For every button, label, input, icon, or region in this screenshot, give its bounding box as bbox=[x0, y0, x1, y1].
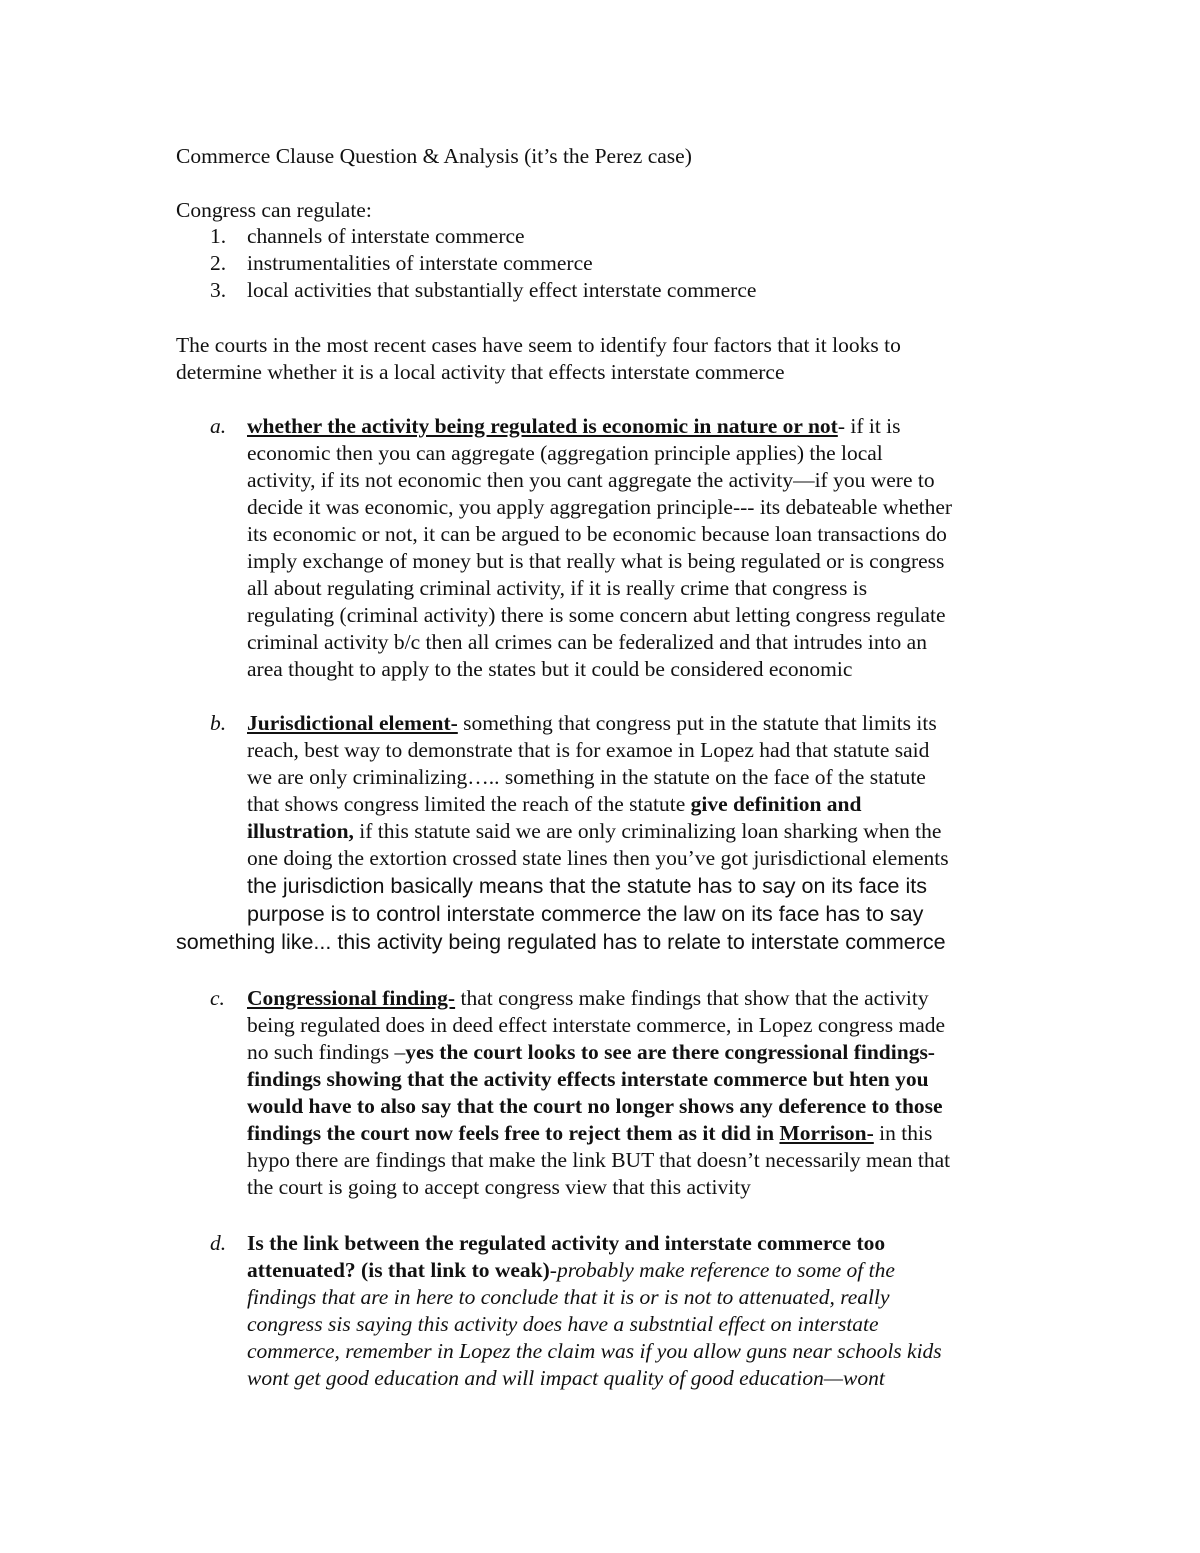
case-reference-morrison: Morrison- bbox=[779, 1121, 874, 1145]
list-item: instrumentalities of interstate commerce bbox=[247, 251, 593, 275]
factor-b-first-line bbox=[247, 710, 937, 737]
factor-a-heading: whether the activity being regulated is economic in nature or not bbox=[247, 414, 838, 438]
factor-a-text: - if it is bbox=[837, 414, 901, 438]
factors-intro-line: The courts in the most recent cases have seem to identify four factors that it looks to bbox=[176, 333, 901, 357]
intro-text: Congress can regulate: bbox=[176, 198, 372, 222]
factor-c-emphasis: findings the court now feels free to reject them as it did in bbox=[247, 1121, 780, 1145]
factor-a-line: imply exchange of money but is that really what is being regulated or is congress bbox=[247, 549, 945, 573]
list-item: local activities that substantially effect interstate commerce bbox=[247, 278, 757, 302]
factor-c-line: would have to also say that the court no longer shows any deference to those bbox=[247, 1094, 943, 1118]
factor-a-line: regulating (criminal activity) there is some concern abut letting congress regulate bbox=[247, 603, 946, 627]
factor-d-heading: Is the link between the regulated activity and interstate commerce too bbox=[247, 1231, 886, 1255]
factor-c-line: findings showing that the activity effects interstate commerce but hten you bbox=[247, 1067, 929, 1091]
factor-c-heading: Congressional finding- bbox=[247, 986, 456, 1010]
factor-a-line: area thought to apply to the states but it could be considered economic bbox=[247, 657, 853, 681]
factor-a-line: criminal activity b/c then all crimes can be federalized and that intrudes into an bbox=[247, 630, 927, 654]
factor-b-emphasis: give definition and bbox=[690, 792, 862, 816]
factor-b-note-line: the jurisdiction basically means that the statute has to say on its face its bbox=[247, 874, 927, 898]
factor-b-note-line: purpose is to control interstate commerce the law on its face has to say bbox=[247, 902, 924, 926]
factor-d-emphasis: attenuated? (is that link to weak) bbox=[247, 1258, 550, 1282]
factor-a-line: economic then you can aggregate (aggregation principle applies) the local bbox=[247, 441, 883, 465]
factor-c-first-line bbox=[247, 985, 929, 1012]
factor-b-line: reach, best way to demonstrate that is for examoe in Lopez had that statute said bbox=[247, 738, 930, 762]
factor-c-line bbox=[247, 1039, 935, 1066]
factor-b-line bbox=[247, 791, 861, 818]
factor-b-line bbox=[247, 818, 941, 845]
factor-c-line: hypo there are findings that make the link BUT that doesn’t necessarily mean that bbox=[247, 1148, 951, 1172]
factor-d-text: -probably make reference to some of the bbox=[549, 1258, 895, 1282]
list-item: channels of interstate commerce bbox=[247, 224, 525, 248]
factor-d-marker: d. bbox=[210, 1231, 227, 1255]
factor-c-marker: c. bbox=[210, 986, 225, 1010]
document-title: Commerce Clause Question & Analysis (it’s the Perez case) bbox=[176, 144, 692, 168]
factor-a-line: all about regulating criminal activity, if it is really crime that congress is bbox=[247, 576, 868, 600]
factor-b-marker: b. bbox=[210, 711, 227, 735]
factor-c-line: being regulated does in deed effect interstate commerce, in Lopez congress made bbox=[247, 1013, 946, 1037]
list-marker: 2. bbox=[210, 251, 227, 275]
factor-b-line: we are only criminalizing….. something in the statute on the face of the statute bbox=[247, 765, 926, 789]
factor-a-first-line bbox=[247, 413, 901, 440]
factors-intro-line: determine whether it is a local activity that effects interstate commerce bbox=[176, 360, 785, 384]
factor-d-line: congress sis saying this activity does have a substntial effect on interstate bbox=[247, 1312, 879, 1336]
factor-d-line: wont get good education and will impact quality of good education—wont bbox=[247, 1366, 885, 1390]
factor-d-line: commerce, remember in Lopez the claim was if you allow guns near schools kids bbox=[247, 1339, 942, 1363]
factor-b-emphasis: illustration, bbox=[247, 819, 354, 843]
factor-a-marker: a. bbox=[210, 414, 227, 438]
factor-a-line: its economic or not, it can be argued to be economic because loan transactions do bbox=[247, 522, 947, 546]
factor-b-note-line: something like... this activity being regulated has to relate to interstate commerce bbox=[176, 930, 946, 954]
factor-b-line: one doing the extortion crossed state lines then you’ve got jurisdictional elements bbox=[247, 846, 949, 870]
factor-b-text: something that congress put in the statute that limits its bbox=[457, 711, 937, 735]
factor-a-line: decide it was economic, you apply aggregation principle--- its debateable whether bbox=[247, 495, 953, 519]
list-marker: 3. bbox=[210, 278, 227, 302]
factor-c-line bbox=[247, 1120, 932, 1147]
factor-b-heading: Jurisdictional element- bbox=[247, 711, 458, 735]
factor-d-line bbox=[247, 1257, 895, 1284]
factor-b-text: that shows congress limited the reach of the statute bbox=[247, 792, 691, 816]
factor-a-line: activity, if its not economic then you cant aggregate the activity—if you were to bbox=[247, 468, 935, 492]
factor-c-emphasis: yes the court looks to see are there congressional findings- bbox=[405, 1040, 935, 1064]
factor-b-text: if this statute said we are only criminalizing loan sharking when the bbox=[353, 819, 942, 843]
factor-c-line: the court is going to accept congress view that this activity bbox=[247, 1175, 751, 1199]
factor-d-line: findings that are in here to conclude that it is or is not to attenuated, really bbox=[247, 1285, 890, 1309]
factor-c-text: in this bbox=[873, 1121, 933, 1145]
factor-c-text: that congress make findings that show that the activity bbox=[455, 986, 929, 1010]
factor-c-text: no such findings – bbox=[247, 1040, 406, 1064]
list-marker: 1. bbox=[210, 224, 227, 248]
